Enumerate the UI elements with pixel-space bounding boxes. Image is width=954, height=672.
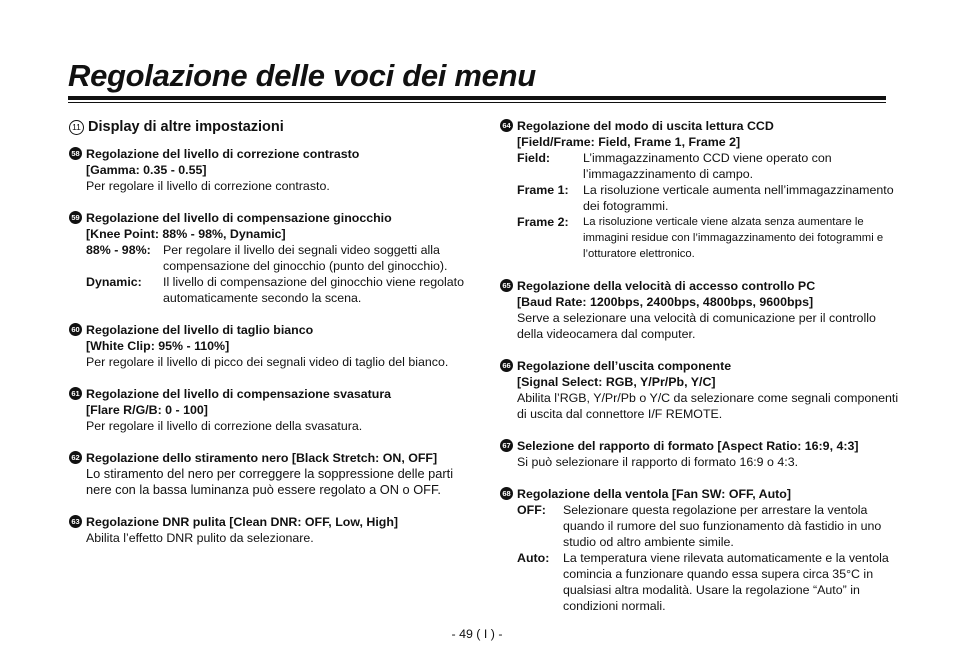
page-title: Regolazione delle voci dei menu [68,58,536,93]
item-description: Si può selezionare il rapporto di formato 16:9 o 4:3. [517,455,799,469]
item-number-badge: 62 [69,451,82,464]
item-66 [500,358,900,422]
item-title: Regolazione della velocità di accesso controllo PC [517,279,816,293]
item-number-badge: 60 [69,323,82,336]
definition-text: La risoluzione verticale viene alzata senza aumentare le immagini residue con l’immagazzinamento dei fotogrammi e l’otturatore elettronico. [583,216,884,260]
item-64 [500,118,900,262]
definition-term: OFF: [517,503,546,517]
definition-term: Frame 1: [517,183,569,197]
definition-term: Frame 2: [517,215,569,229]
item-65 [500,278,900,342]
definition-row [500,150,900,182]
item-description: Per regolare il livello di picco dei segnali video di taglio del bianco. [86,355,449,369]
item-title: Regolazione della ventola [Fan SW: OFF, Auto] [517,487,791,501]
item-description: Lo stiramento del nero per correggere la soppressione delle parti nere con la bassa luminanza può essere regolato a ON o OFF. [86,466,454,497]
definition-text: La risoluzione verticale aumenta nell’immagazzinamento dei fotogrammi. [583,183,894,213]
definition-row [500,550,900,614]
item-range: [Flare R/G/B: 0 - 100] [86,403,208,417]
item-title: Regolazione dello stiramento nero [Black Stretch: ON, OFF] [86,451,438,465]
definition-text: La temperatura viene rilevata automaticamente e la ventola comincia a funzionare quando essa supera circa 35°C in qualsiasi altra modalità. Usare la regolazione “Auto” in condizioni normali. [563,551,889,613]
item-description: Abilita l’effetto DNR pulito da selezionare. [86,531,314,545]
item-title: Regolazione del modo di uscita lettura CCD [517,119,774,133]
item-title: Regolazione DNR pulita [Clean DNR: OFF, Low, High] [86,515,399,529]
item-title: Regolazione del livello di compensazione svasatura [86,387,392,401]
definition-row [500,214,900,262]
item-61 [69,386,469,434]
item-number-badge: 59 [69,211,82,224]
definition-term: 88% - 98%: [86,243,151,257]
item-range: [Field/Frame: Field, Frame 1, Frame 2] [517,135,741,149]
definition-text: Selezionare questa regolazione per arrestare la ventola quando il rumore del suo funzionamento dà fastidio in uno studio od altro ambiente simile. [563,503,882,549]
item-62 [69,450,469,498]
item-range: [Knee Point: 88% - 98%, Dynamic] [86,227,286,241]
item-63 [69,514,469,546]
item-range: [White Clip: 95% - 110%] [86,339,230,353]
item-number-badge: 58 [69,147,82,160]
item-title: Regolazione del livello di compensazione ginocchio [86,211,392,225]
item-60 [69,322,469,370]
left-column [69,118,469,562]
page-number: - 49 ( I ) - [451,627,503,641]
section-heading-text: Display di altre impostazioni [88,119,284,135]
item-description: Per regolare il livello di correzione contrasto. [86,179,330,193]
item-range: [Baud Rate: 1200bps, 2400bps, 4800bps, 9600bps] [517,295,814,309]
definition-row [500,182,900,214]
item-description: Per regolare il livello di correzione della svasatura. [86,419,363,433]
title-rule-thin [68,102,886,103]
item-68 [500,486,900,614]
definition-text: L’immagazzinamento CCD viene operato con l’immagazzinamento di campo. [583,151,832,181]
right-column [500,118,900,630]
item-number-badge: 67 [500,439,513,452]
item-67 [500,438,900,470]
item-59 [69,210,469,306]
title-rule-thick [68,96,886,100]
item-title: Regolazione del livello di taglio bianco [86,323,314,337]
item-title: Regolazione dell’uscita componente [517,359,732,373]
item-title: Selezione del rapporto di formato [Aspect Ratio: 16:9, 4:3] [517,439,859,453]
item-58 [69,146,469,194]
definition-row [69,242,469,274]
definition-term: Dynamic: [86,275,142,289]
definition-term: Auto: [517,551,550,565]
item-number-badge: 68 [500,487,513,500]
definition-term: Field: [517,151,551,165]
item-number-badge: 63 [69,515,82,528]
item-range: [Signal Select: RGB, Y/Pr/Pb, Y/C] [517,375,716,389]
item-description: Abilita l’RGB, Y/Pr/Pb o Y/C da selezionare come segnali componenti di uscita dal connettore I/F REMOTE. [517,391,899,421]
item-number-badge: 64 [500,119,513,132]
item-number-badge: 65 [500,279,513,292]
item-number-badge: 61 [69,387,82,400]
item-title: Regolazione del livello di correzione contrasto [86,147,360,161]
item-description: Serve a selezionare una velocità di comunicazione per il controllo della videocamera dal computer. [517,311,876,341]
definition-row [69,274,469,306]
item-range: [Gamma: 0.35 - 0.55] [86,163,207,177]
definition-text: Per regolare il livello dei segnali video soggetti alla compensazione del ginocchio (punto del ginocchio). [163,243,448,273]
definition-row [500,502,900,550]
item-number-badge: 66 [500,359,513,372]
section-number-badge: 11 [69,120,84,135]
section-heading [69,118,469,136]
definition-text: Il livello di compensazione del ginocchio viene regolato automaticamente secondo la scena. [163,275,464,305]
